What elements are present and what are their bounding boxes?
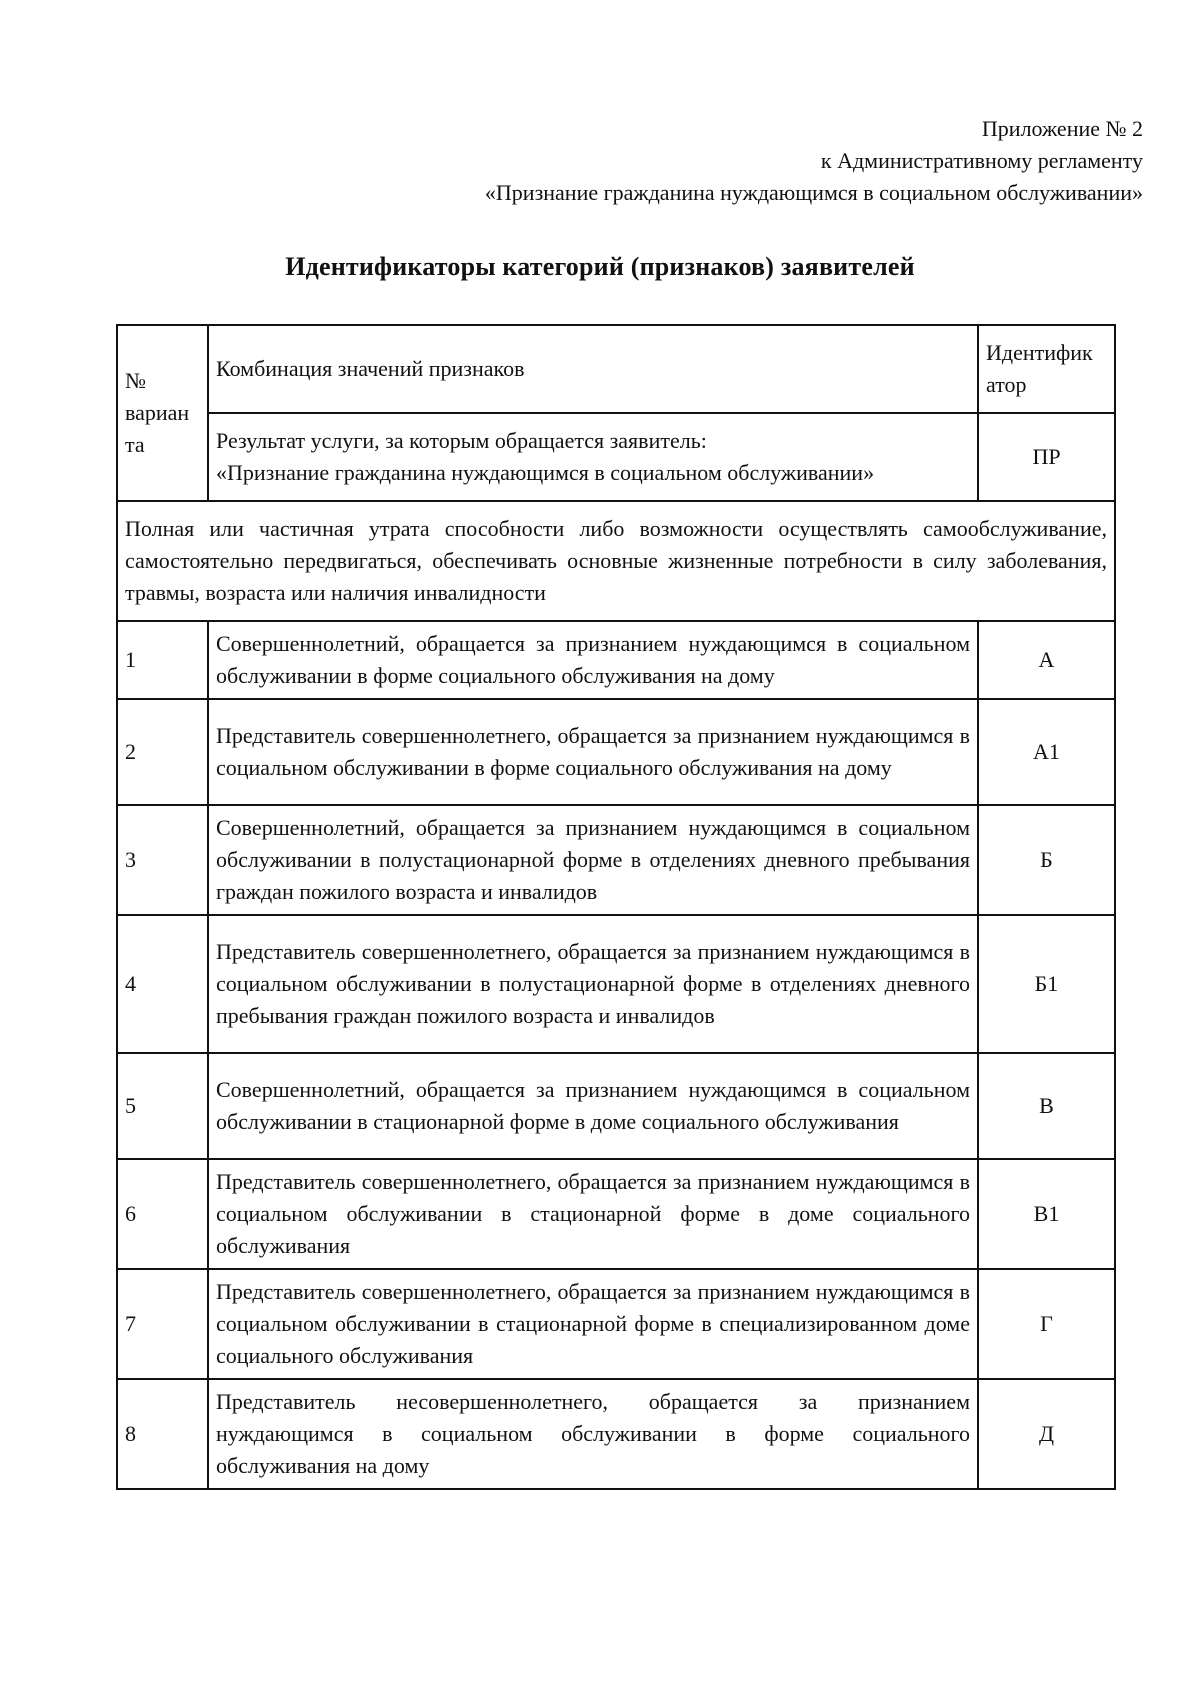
variant-identifier: Д bbox=[978, 1379, 1115, 1489]
variant-identifier: Г bbox=[978, 1269, 1115, 1379]
header-identifier-line: Идентифик bbox=[986, 340, 1093, 365]
variant-number: 2 bbox=[117, 699, 208, 805]
header-variant-number-line: № bbox=[125, 368, 146, 393]
variant-identifier: А1 bbox=[978, 699, 1115, 805]
header-identifier bbox=[978, 325, 1115, 413]
variant-number: 5 bbox=[117, 1053, 208, 1159]
variant-combination: Представитель совершеннолетнего, обращается за признанием нуждающимся в социальном обслуживании в полустационарной форме в отделениях дневного пребывания граждан пожилого возраста и инвалидов bbox=[208, 915, 978, 1053]
header-variant-number-line: та bbox=[125, 432, 145, 457]
table-row bbox=[117, 915, 1115, 1053]
table-header-row bbox=[117, 325, 1115, 413]
header-variant-number bbox=[117, 325, 208, 501]
appendix-service-name: «Признание гражданина нуждающимся в социальном обслуживании» bbox=[484, 180, 1143, 205]
variant-number: 6 bbox=[117, 1159, 208, 1269]
criterion-text: Полная или частичная утрата способности либо возможности осуществлять самообслуживание, самостоятельно передвигаться, обеспечивать основные жизненные потребности в силу заболевания, травмы, возраста или наличия инвалидности bbox=[117, 501, 1115, 621]
variant-identifier: В1 bbox=[978, 1159, 1115, 1269]
variant-combination: Совершеннолетний, обращается за признанием нуждающимся в социальном обслуживании в стационарной форме в доме социального обслуживания bbox=[208, 1053, 978, 1159]
table-row bbox=[117, 621, 1115, 699]
table-row bbox=[117, 1269, 1115, 1379]
variant-identifier: А bbox=[978, 621, 1115, 699]
result-service: «Признание гражданина нуждающимся в социальном обслуживании» bbox=[216, 460, 875, 485]
variant-combination: Совершеннолетний, обращается за признанием нуждающимся в социальном обслуживании в полустационарной форме в отделениях дневного пребывания граждан пожилого возраста и инвалидов bbox=[208, 805, 978, 915]
result-identifier: ПР bbox=[978, 413, 1115, 501]
variant-combination: Совершеннолетний, обращается за признанием нуждающимся в социальном обслуживании в форме социального обслуживания на дому bbox=[208, 621, 978, 699]
variant-number: 7 bbox=[117, 1269, 208, 1379]
result-row bbox=[117, 413, 1115, 501]
table-row bbox=[117, 699, 1115, 805]
variant-number: 1 bbox=[117, 621, 208, 699]
variant-identifier: Б bbox=[978, 805, 1115, 915]
table-row bbox=[117, 1379, 1115, 1489]
criterion-row bbox=[117, 501, 1115, 621]
page-title: Идентификаторы категорий (признаков) заявителей bbox=[285, 252, 915, 281]
variant-combination: Представитель совершеннолетнего, обращается за признанием нуждающимся в социальном обслуживании в стационарной форме в доме социального обслуживания bbox=[208, 1159, 978, 1269]
variant-number: 4 bbox=[117, 915, 208, 1053]
table-row bbox=[117, 1053, 1115, 1159]
table-row bbox=[117, 805, 1115, 915]
table-row bbox=[117, 1159, 1115, 1269]
header-variant-number-line: вариан bbox=[125, 400, 190, 425]
header-identifier-line: атор bbox=[986, 372, 1027, 397]
variant-combination: Представитель несовершеннолетнего, обращается за признанием нуждающимся в социальном обслуживании в форме социального обслуживания на дому bbox=[208, 1379, 978, 1489]
variant-combination: Представитель совершеннолетнего, обращается за признанием нуждающимся в социальном обслуживании в форме социального обслуживания на дому bbox=[208, 699, 978, 805]
result-description bbox=[208, 413, 978, 501]
appendix-header bbox=[485, 113, 1143, 209]
variant-number: 8 bbox=[117, 1379, 208, 1489]
appendix-number: Приложение № 2 bbox=[981, 116, 1143, 141]
identifiers-table bbox=[116, 324, 1116, 1490]
result-label: Результат услуги, за которым обращается заявитель: bbox=[216, 428, 707, 453]
variant-identifier: Б1 bbox=[978, 915, 1115, 1053]
variant-combination: Представитель совершеннолетнего, обращается за признанием нуждающимся в социальном обслуживании в стационарной форме в специализированном доме социального обслуживания bbox=[208, 1269, 978, 1379]
appendix-regulation: к Административному регламенту bbox=[820, 148, 1143, 173]
variant-identifier: В bbox=[978, 1053, 1115, 1159]
variant-number: 3 bbox=[117, 805, 208, 915]
header-combination: Комбинация значений признаков bbox=[208, 325, 978, 413]
